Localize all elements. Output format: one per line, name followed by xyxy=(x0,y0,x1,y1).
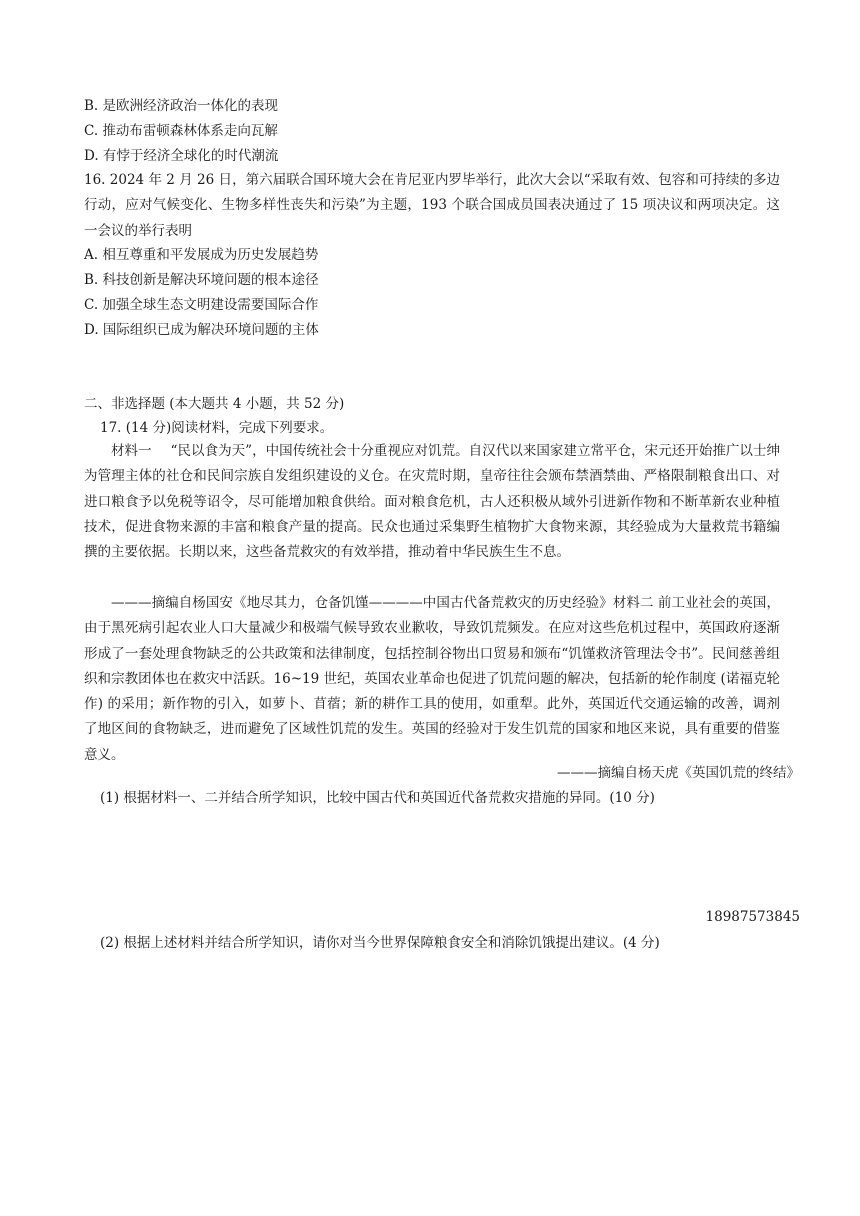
q15-option-c: C. 推动布雷顿森林体系走向瓦解 xyxy=(84,123,278,139)
material-two-source: ———摘编自杨天虎《英国饥荒的终结》 xyxy=(557,765,800,781)
q15-option-d: D. 有悖于经济全球化的时代潮流 xyxy=(84,148,279,164)
material-one xyxy=(84,439,780,565)
q15-option-b: B. 是欧洲经济政治一体化的表现 xyxy=(84,98,279,114)
section-heading: 二、非选择题 (本大题共 4 小题，共 52 分) xyxy=(84,396,345,412)
phone-number: 18987573845 xyxy=(705,909,800,925)
material-two: ———摘编自杨国安《地尽其力，仓备饥馑————中国古代备荒救灾的历史经验》材料二 前工业社会的英国，由于黑死病引起农业人口大量减少和极端气候导致农业歉收，导致饥荒频发。在应对这些危机过程中，英国政府逐渐形成了一套处理食物缺乏的公共政策和法律制度，包括控制谷物出口贸易和颁布“饥馑救济管理法令书”。民间慈善组织和宗教团体也在救灾中活跃。16~19 世纪，英国农业革命也促进了饥荒问题的解决，包括新的轮作制度 (诺福克轮作) 的采用；新作物的引入，如萝卜、苜蓿；新的耕作工具的使用，如重犁。此外，英国近代交通运输的改善，调剂了地区间的食物缺乏，进而避免了区域性饥荒的发生。英国的经验对于发生饥荒的国家和地区来说，具有重要的借鉴意义。 xyxy=(84,595,780,763)
q16-stem: 16. 2024 年 2 月 26 日，第六届联合国环境大会在肯尼亚内罗毕举行，此次大会以“采取有效、包容和可持续的多边行动，应对气候变化、生物多样性丧失和污染”为主题，193 个联合国成员国表决通过了 15 项决议和两项决定。这一会议的举行表明 xyxy=(84,172,780,239)
q17-sub-question-1: (1) 根据材料一、二并结合所学知识，比较中国古代和英国近代备荒救灾措施的异同。(10 分) xyxy=(100,790,655,806)
q17-sub-question-2: (2) 根据上述材料并结合所学知识，请你对当今世界保障粮食安全和消除饥饿提出建议。(4 分) xyxy=(100,935,660,951)
q17-intro: 17. (14 分)阅读材料，完成下列要求。 xyxy=(100,420,334,436)
q16-option-a: A. 相互尊重和平发展成为历史发展趋势 xyxy=(84,247,319,263)
material-one-label: 材料一 xyxy=(111,443,152,459)
q16-option-b: B. 科技创新是解决环境问题的根本途径 xyxy=(84,272,319,288)
q16-option-c: C. 加强全球生态文明建设需要国际合作 xyxy=(84,297,319,313)
material-one-text: “民以食为天”，中国传统社会十分重视应对饥荒。自汉代以来国家建立常平仓，宋元还开始推广以士绅为管理主体的社仓和民间宗族自发组织建设的义仓。在灾荒时期，皇帝往往会颁布禁酒禁曲、严格限制粮食出口、对进口粮食予以免税等诏令，尽可能增加粮食供给。面对粮食危机，古人还积极从域外引进新作物和不断革新农业种植技术，促进食物来源的丰富和粮食产量的提高。民众也通过采集野生植物扩大食物来源，其经验成为大量救荒书籍编撰的主要依据。长期以来，这些备荒救灾的有效举措，推动着中华民族生生不息。 xyxy=(84,443,781,561)
q16-option-d: D. 国际组织已成为解决环境问题的主体 xyxy=(84,322,319,338)
